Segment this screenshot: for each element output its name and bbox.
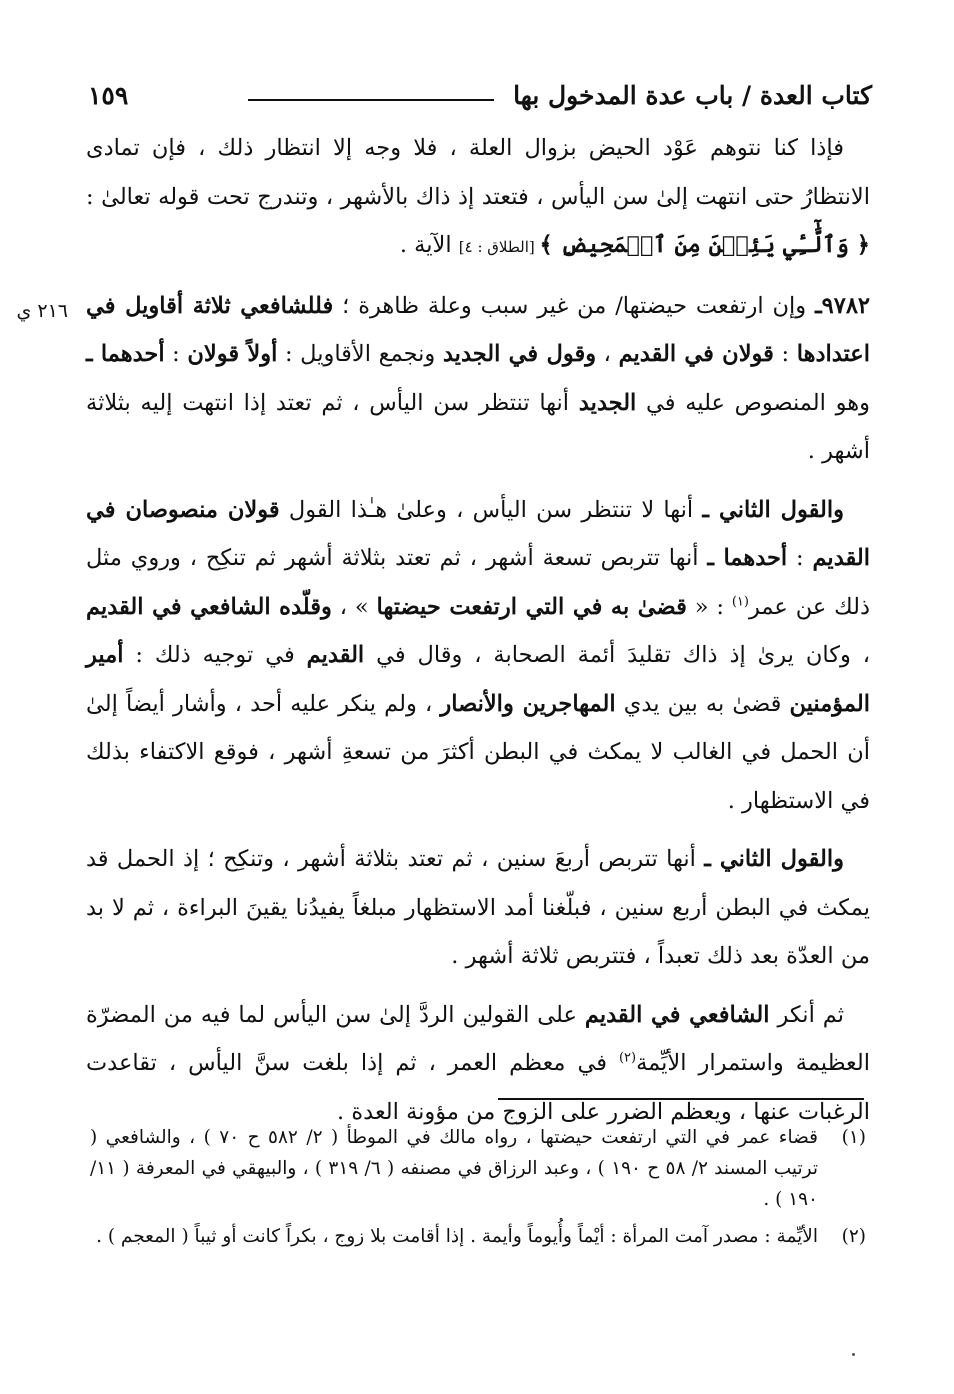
bold-text: الجديد — [578, 389, 637, 416]
bold-text: والقول الثاني ـ — [702, 496, 844, 523]
bold-text: أولاً قولان — [187, 341, 278, 367]
paragraph-4 — [86, 835, 870, 981]
bold-text: فللشافعي ثلاثة أقاويل في اعتدادها — [86, 292, 870, 367]
bold-text: والقول الثاني ـ — [704, 846, 844, 872]
header-title: كتاب العدة / باب عدة المدخول بها — [513, 81, 872, 110]
paragraph-2 — [86, 282, 870, 476]
quran-verse: ﴿ وَٱلَّٰٓـِٔي يَئِسۡنَ مِنَ ٱلۡمَحِيضِ ﴾ — [539, 232, 870, 258]
paragraph-text: أنها تتربص تسعة أشهر ، ثم تعتد بثلاثة أشهر ثم تنكِح ، وروي مثل ذلك عن عمر — [86, 545, 870, 620]
paragraph-text: ، ولم ينكر عليه أحد ، وأشار أيضاً إلىٰ أن الحمل في الغالب لا يمكث في البطن أكثرَ من تسعةِ أشهر ، فوقع الاكتفاء بذلك في الاستظهار . — [86, 690, 870, 814]
paragraph-text: : « — [686, 593, 732, 620]
paragraph-text: الآية . — [399, 232, 459, 258]
paragraph-text: ، — [596, 341, 619, 367]
paragraph-text: أنها تتربص أربعَ سنين ، ثم تعتد بثلاثة أشهر ، وتنكِح ؛ إذ الحمل قد يمكث في البطن أربع سنين ، فبلّغنا أمد الاستظهار مبلغاً يفيدُنا يقينَ البراءة ، ثم لا بد من العدّة بعد ذلك تعبداً ، فتتربص ثلاثة أشهر . — [86, 846, 870, 969]
paragraph-text: قضىٰ به بين يدي — [615, 690, 790, 717]
paragraph-text: ونجمع الأقاويل : — [277, 341, 443, 367]
bold-text: قضىٰ به في التي ارتفعت حيضتها — [376, 593, 687, 620]
paragraph-5 — [86, 991, 870, 1137]
bold-text: أحدهما ـ — [707, 545, 788, 571]
bold-text: وقلّده الشافعي في القديم — [86, 593, 332, 620]
paragraph-text: ثم أنكر — [769, 1001, 844, 1028]
footnote-number: (١) — [841, 1127, 866, 1148]
paragraph-text: أنها تنتظر سن اليأس ، ثم تعتد إذا انتهت إليه بثلاثة أشهر . — [86, 389, 870, 464]
footnote-number: (٢) — [841, 1226, 866, 1247]
paragraph-text: على القولين الردَّ إلىٰ سن اليأس لما فيه من المضرّة العظيمة واستمرار الأيِّمة — [86, 1001, 871, 1076]
bold-text: قولان منصوصان في القديم — [86, 496, 870, 571]
paragraph-text: وإن ارتفعت حيضتها/ من غير سبب وعلة ظاهرة ؛ — [333, 292, 816, 319]
paragraph-text: أنها لا تنتظر سن اليأس ، وعلىٰ هـٰذا القول — [279, 496, 703, 523]
scan-speck — [852, 1353, 855, 1356]
main-text — [86, 124, 870, 1136]
paragraph-text: في توجيه ذلك : — [123, 642, 307, 668]
footnote-separator — [498, 1098, 864, 1100]
verse-reference: [الطلاق : ٤] — [458, 238, 540, 256]
paragraph-text: ، وكان يرىٰ إذ ذاك تقليدَ أئمة الصحابة ، وقال في — [364, 642, 870, 668]
footnote-text: الأيِّمة : مصدر آمت المرأة : أيْماً وأُيوماً وأيمة . إذا أقامت بلا زوج ، بكراً كانت أو ثيباً ( المعجم ) . — [96, 1226, 818, 1247]
footnote-1 — [90, 1122, 866, 1215]
header-rule — [248, 99, 494, 101]
bold-text: قولان في القديم — [618, 341, 774, 367]
paragraph-text: وهو المنصوص عليه في — [636, 389, 870, 416]
bold-text: المهاجرين والأنصار — [440, 690, 616, 717]
footnote-ref-1[interactable]: (١) — [731, 594, 749, 609]
bold-text: أمير المؤمنين — [86, 642, 870, 717]
footnote-text: قضاء عمر في التي ارتفعت حيضتها ، رواه مالك في الموطأ ( ٢/ ٥٨٢ ح ٧٠ ) ، والشافعي ( ترتيب المسند ٢/ ٥٨ ح ١٩٠ ) ، وعبد الرزاق في مصنفه ( ٦/ ٣١٩ ) ، والبيهقي في المعرفة ( ١١/ ١٩٠ ) . — [90, 1127, 819, 1210]
paragraph-text: : — [787, 545, 813, 571]
paragraph-3 — [86, 486, 870, 826]
running-header — [88, 76, 872, 116]
paragraph-text: فإذا كنا نتوهم عَوْد الحيض بزوال العلة ، فلا وجه إلا انتظار ذلك ، فإن تمادى الانتظارُ حتى انتهت إلىٰ سن اليأس ، فتعتد إذ ذاك بالأشهر ، وتندرج تحت قوله تعالىٰ : — [86, 135, 870, 210]
paragraph-text: » ، — [331, 593, 377, 620]
paragraph-1 — [86, 124, 870, 272]
paragraph-text: : — [773, 341, 797, 367]
bold-text: وقول في الجديد — [442, 341, 597, 367]
paragraph-text: في معظم العمر ، ثم إذا بلغت سنَّ اليأس ، تقاعدت الرغبات عنها ، ويعظم الضرر على الزوج من مؤونة العدة . — [86, 1050, 870, 1125]
bold-text: أحدهما ـ — [86, 341, 165, 367]
issue-number: ٩٧٨٢ـ — [815, 292, 870, 319]
margin-reference: ٢١٦ ي — [16, 300, 68, 322]
footnotes — [90, 1122, 866, 1258]
page-number: ١٥٩ — [88, 81, 129, 110]
bold-text: الشافعي في القديم — [584, 1001, 770, 1028]
paragraph-text: : — [164, 341, 188, 367]
bold-text: القديم — [306, 642, 365, 668]
footnote-2 — [90, 1221, 866, 1252]
footnote-ref-2[interactable]: (٢) — [618, 1050, 637, 1066]
